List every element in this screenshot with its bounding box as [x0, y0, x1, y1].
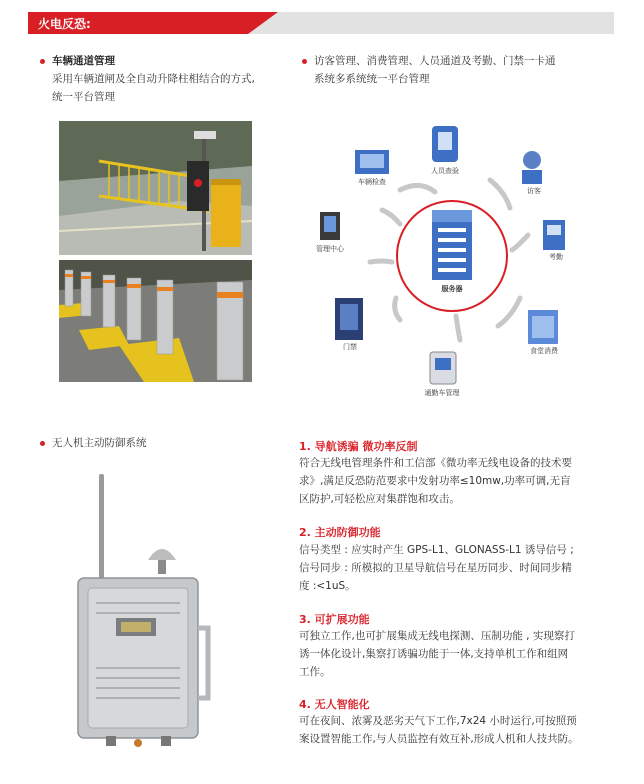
feature-1-line: 符合无线电管理条件和工信部《微功率无线电设备的技术要: [299, 457, 572, 469]
feature-4-line: 案设置智能工作,与人员监控有效互补,形成人机和人技共防。: [299, 733, 579, 745]
vehicle-line1: 采用车辆道闸及全自动升降柱相结合的方式,: [52, 73, 255, 85]
bullet-dot: [40, 441, 45, 446]
feature-2-line: 信号同步 : 所模拟的卫星导航信号在星历同步、时间同步精: [299, 562, 572, 574]
feature-2-line: 度 :<1uS。: [299, 580, 356, 592]
node-personnel-check: 人员查验: [431, 167, 459, 175]
node-access-control: 门禁: [343, 343, 357, 351]
bollards-photo: [59, 260, 252, 382]
feature-title-2: 2. 主动防御功能: [299, 526, 381, 539]
feature-1-line: 求》,满足反恐防范要求中发射功率≤10mw,功率可调,无盲: [299, 475, 571, 487]
feature-4-line: 可在夜间、浓雾及恶劣天气下工作,7x24 小时运行,可按照预: [299, 715, 577, 727]
drone-heading: 无人机主动防御系统: [52, 437, 147, 449]
node-canteen: 食堂消费: [530, 347, 558, 355]
node-vehicle-check: 车辆检查: [358, 178, 386, 186]
bullet-dot: [40, 59, 45, 64]
system-diagram: [300, 120, 600, 420]
feature-text-4: [299, 712, 599, 748]
feature-2-line: 信号类型 : 应实时产生 GPS-L1、GLONASS-L1 诱导信号 ;: [299, 544, 574, 556]
feature-1-line: 区防护,可轻松应对集群饱和攻击。: [299, 493, 460, 505]
access-line1: 访客管理、消费管理、人员通道及考勤、门禁一卡通: [314, 55, 556, 67]
feature-3-line: 工作。: [299, 666, 331, 678]
node-visitor: 访客: [527, 187, 541, 195]
vehicle-heading: 车辆通道管理: [52, 55, 115, 67]
drone-defense-device-photo: [66, 468, 226, 750]
feature-text-2: [299, 541, 599, 595]
barrier-gate-photo: [59, 121, 252, 255]
node-commuter-bus: 通勤车管理: [424, 389, 460, 397]
bullet-dot: [302, 59, 307, 64]
feature-title-4: 4. 无人智能化: [299, 698, 370, 711]
vehicle-line2: 统一平台管理: [52, 91, 115, 103]
feature-title-3: 3. 可扩展功能: [299, 613, 370, 626]
feature-text-3: [299, 627, 599, 681]
node-attendance: 考勤: [549, 253, 563, 261]
node-management-center: 管理中心: [316, 245, 344, 253]
feature-3-line: 可独立工作,也可扩展集成无线电探测、压制功能 , 实现察打: [299, 630, 575, 642]
feature-3-line: 诱一体化设计,集察打诱骗功能于一体,支持单机工作和组网: [299, 648, 569, 660]
node-server: 服务器: [441, 285, 463, 293]
section-header: [28, 12, 614, 34]
feature-title-1: 1. 导航诱骗 微功率反制: [299, 440, 418, 453]
feature-text-1: [299, 454, 599, 508]
access-line2: 系统多系统统一平台管理: [314, 73, 430, 85]
header-title: 火电反恐:: [38, 17, 91, 31]
